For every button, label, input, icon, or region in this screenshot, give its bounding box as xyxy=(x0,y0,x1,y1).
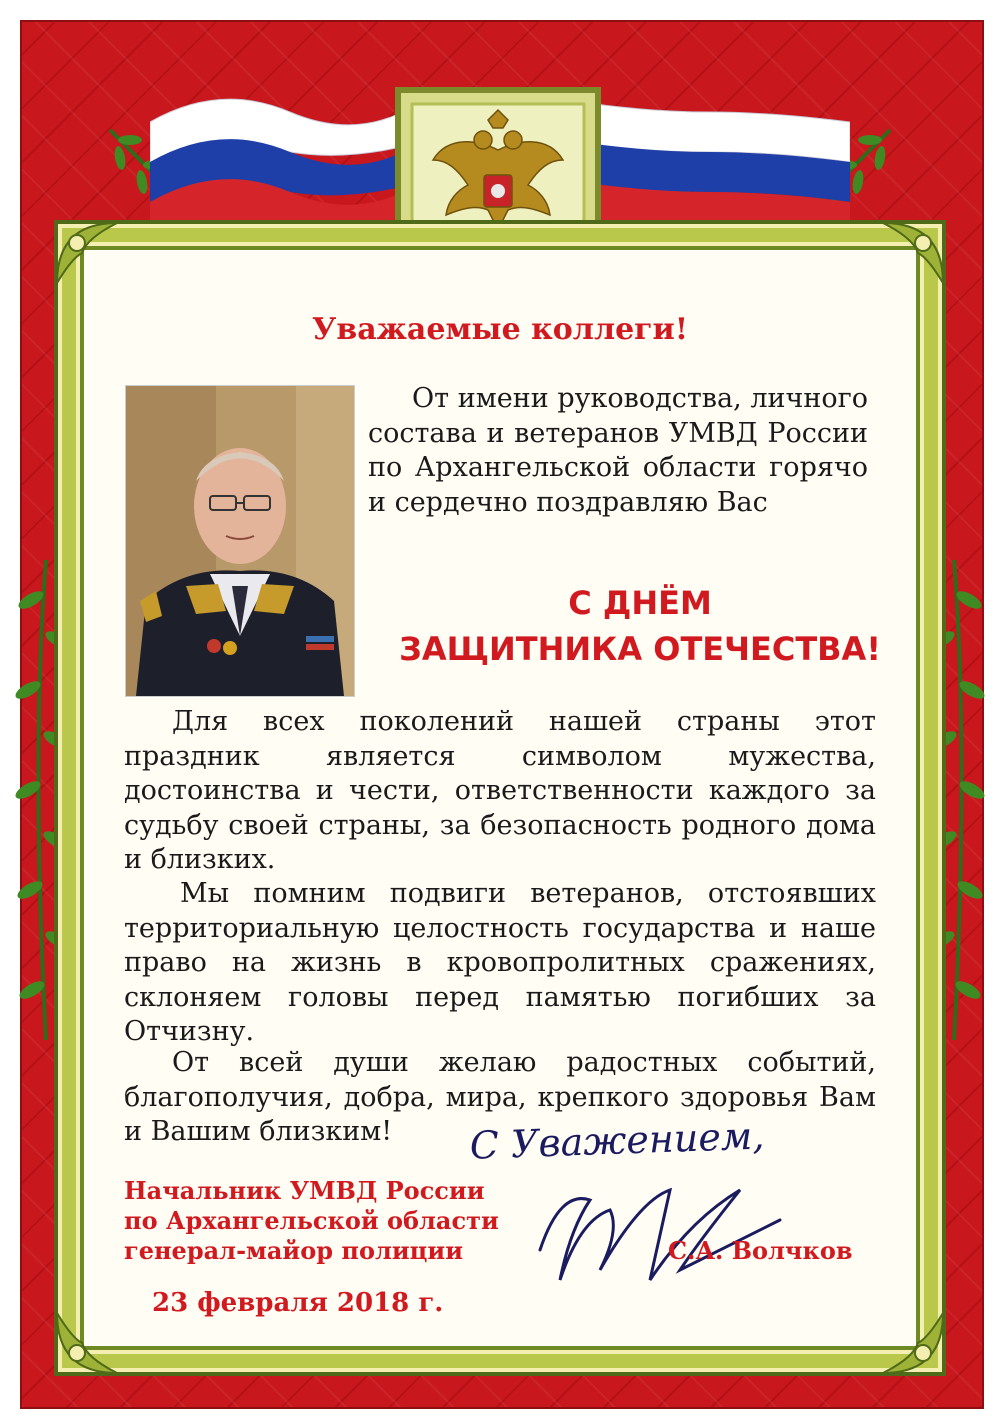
portrait-illustration xyxy=(126,386,354,696)
document-date: 23 февраля 2018 г. xyxy=(152,1288,444,1318)
signer-name: С.А. Волчков xyxy=(668,1236,853,1265)
signer-title-line-1: Начальник УМВД России xyxy=(124,1176,485,1205)
occasion-line-1: С ДНЁМ xyxy=(568,584,712,622)
occasion-heading xyxy=(360,580,920,672)
intro-paragraph xyxy=(368,382,868,520)
signer-title-line-2: по Архангельской области xyxy=(124,1206,499,1235)
body-paragraph-2: Мы помним подвиги ветеранов, отстоявших территориальную целостность государства и наше право на жизнь в кровопролитных сражениях, склоняем головы перед памятью погибших за Отчизну. xyxy=(124,878,876,1047)
frame-corner-ornament-icon xyxy=(878,1308,948,1378)
intro-text: От имени руководства, личного состава и ветеранов УМВД России по Архангельской области горячо и сердечно поздравляю Вас xyxy=(368,383,868,518)
signer-title-line-3: генерал-майор полиции xyxy=(124,1236,463,1265)
russian-flag-right-icon xyxy=(580,82,850,232)
body-paragraph-3: От всей души желаю радостных событий, благополучия, добра, мира, крепкого здоровья Вам и Вашим близким! xyxy=(124,1047,876,1147)
russian-flag-left-icon xyxy=(150,82,420,232)
handwritten-closing: С Уважением, xyxy=(469,1113,766,1168)
frame-corner-ornament-icon xyxy=(878,218,948,288)
signer-title xyxy=(124,1176,564,1266)
frame-corner-ornament-icon xyxy=(52,1308,122,1378)
portrait-photo xyxy=(125,385,355,697)
body-paragraph-1: Для всех поколений нашей страны этот праздник является символом мужества, достоинства и чести, ответственности каждого за судьбу своей страны, за безопасность родного дома и близких. xyxy=(124,706,876,875)
frame-corner-ornament-icon xyxy=(52,218,122,288)
occasion-line-2: ЗАЩИТНИКА ОТЕЧЕСТВА! xyxy=(399,630,881,668)
greeting-heading: Уважаемые коллеги! xyxy=(312,312,688,347)
